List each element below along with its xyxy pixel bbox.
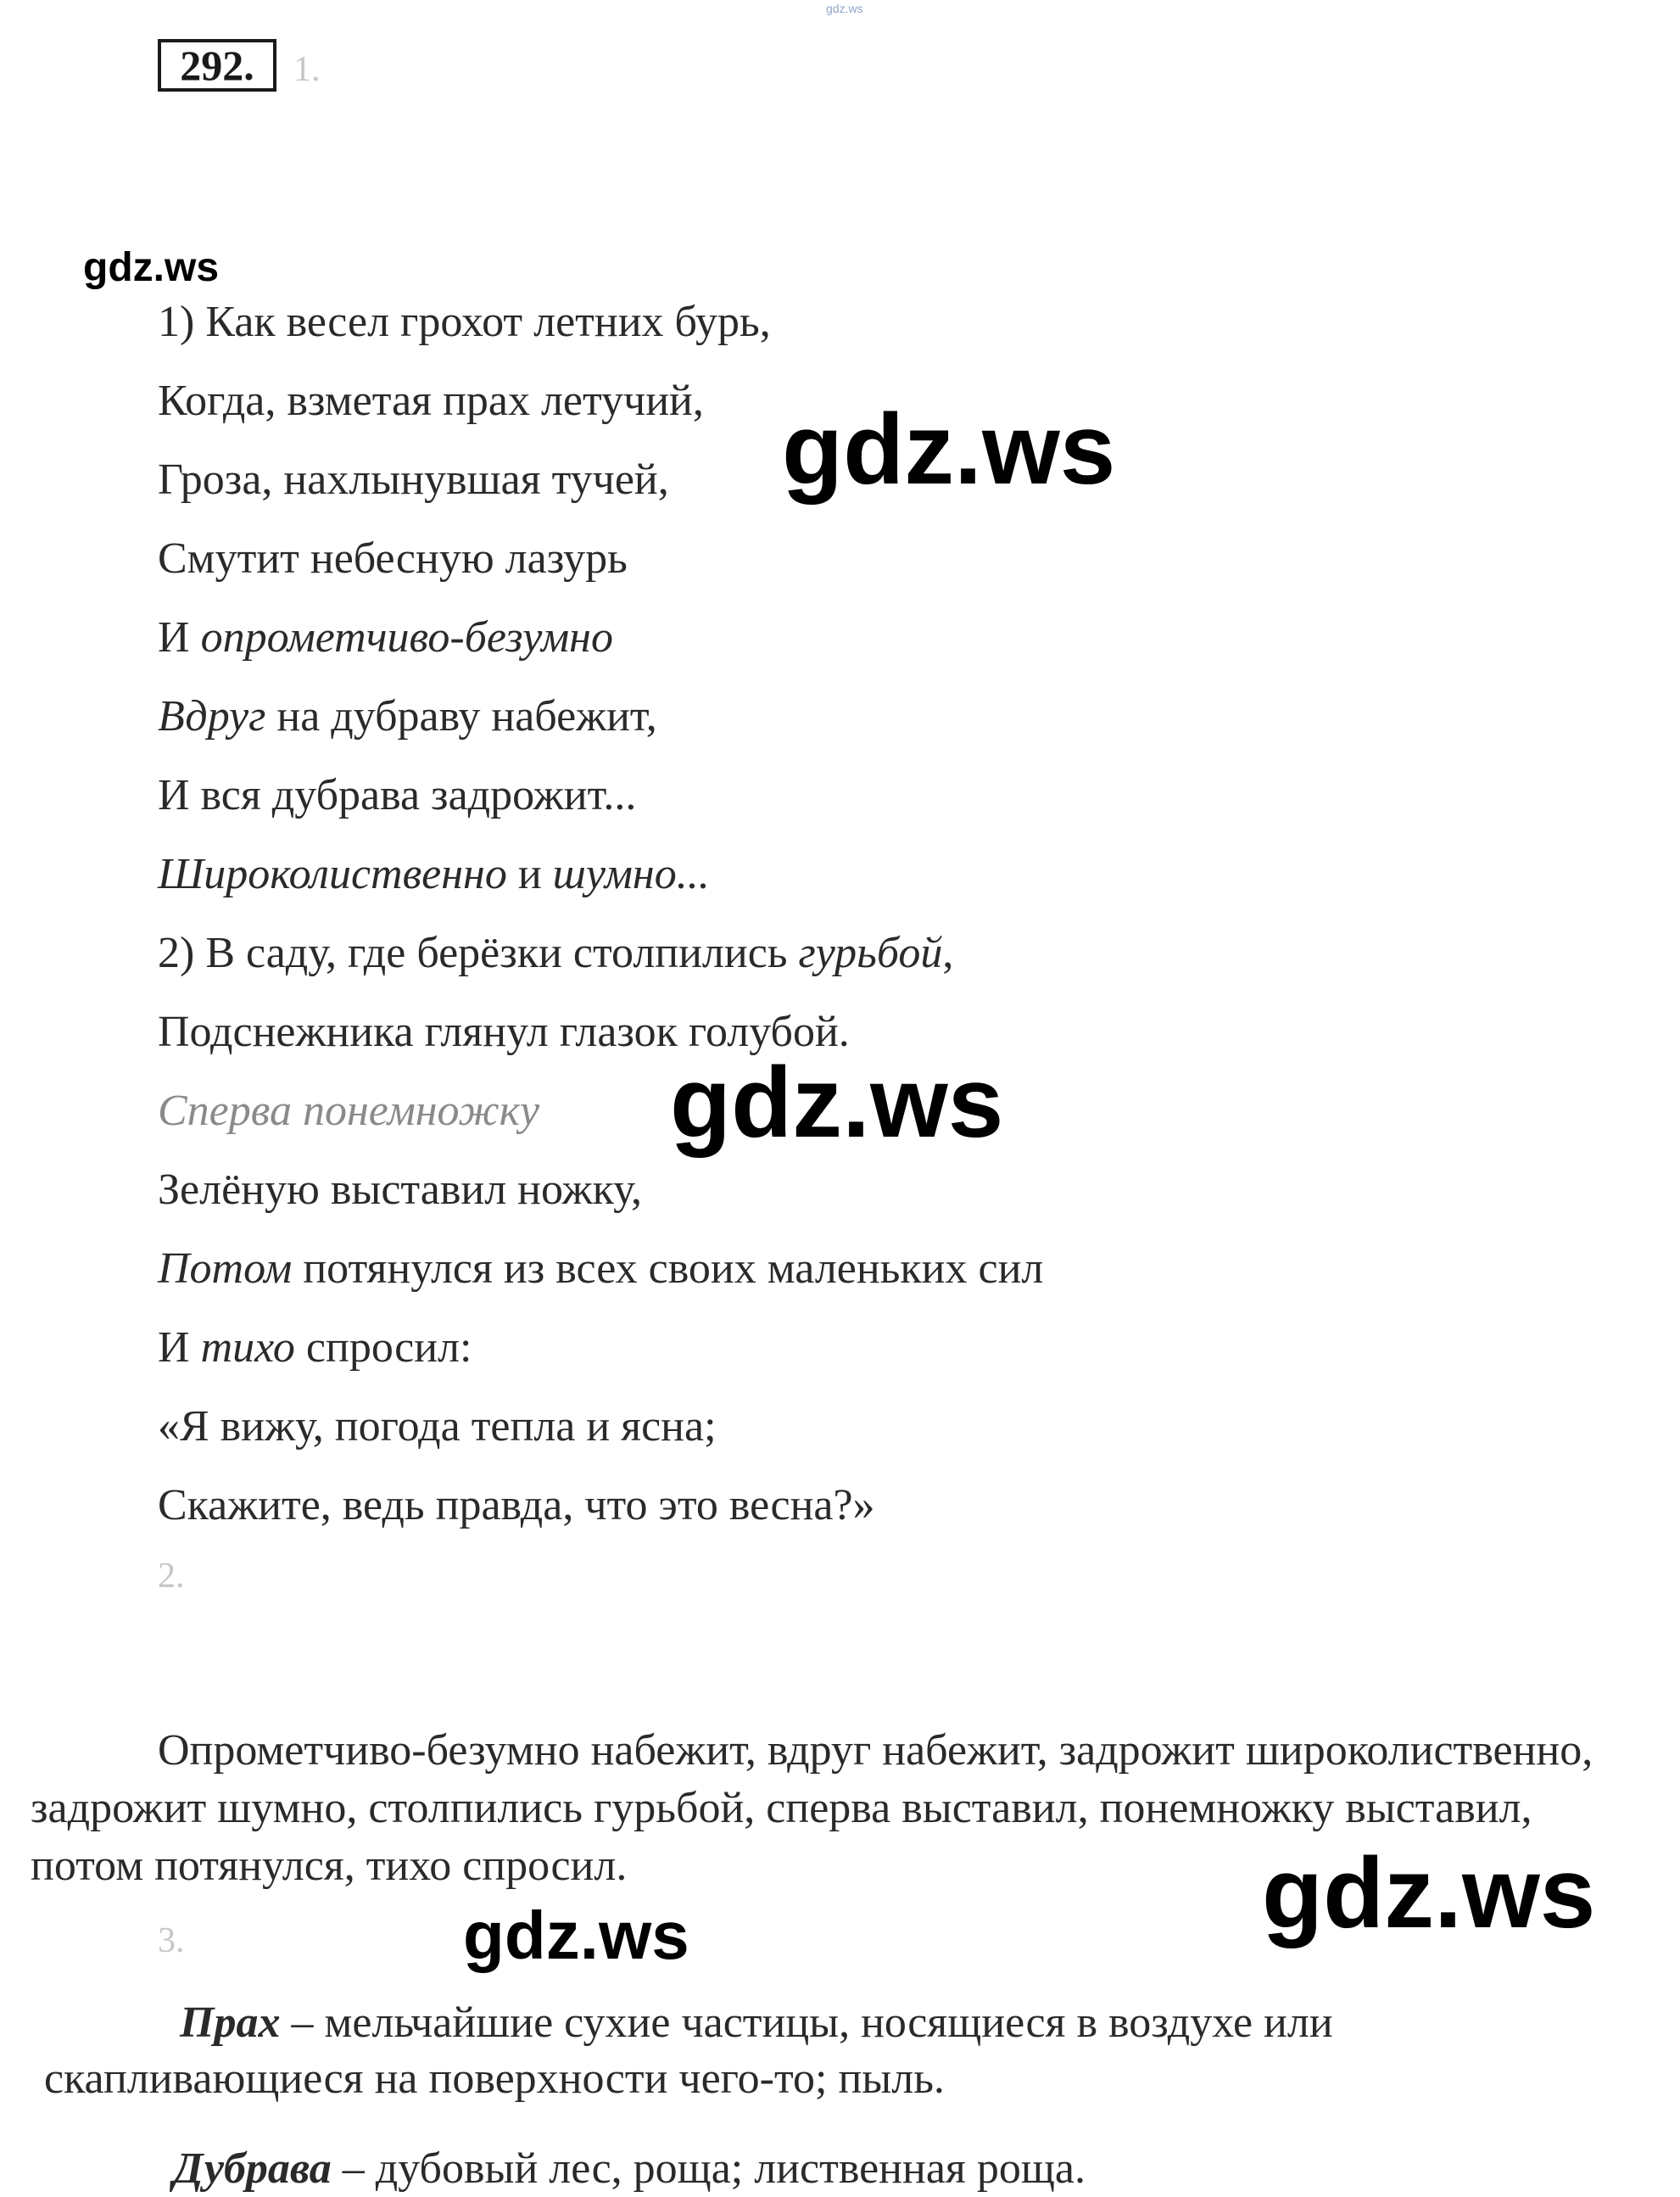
watermark: gdz.ws <box>782 394 1116 506</box>
subtask-1-number: 1. <box>293 50 321 89</box>
poem-line: Зелёную выставил ножку, <box>158 1166 642 1214</box>
watermark-top-left: gdz.ws <box>83 245 220 290</box>
poem-line: Скажите, ведь правда, что это весна?» <box>158 1481 875 1529</box>
subtask-3-number: 3. <box>158 1921 185 1960</box>
answer-paragraph: Опрометчиво-безумно набежит, вдруг набежит, задрожит широколиственно, задрожит шумно, столпились гурьбой, сперва выставил, понемножку выставил, потом потянулся, тихо спросил. <box>31 1726 1593 1890</box>
watermark: gdz.ws <box>1262 1837 1596 1949</box>
definition-prah: Прах – мельчайшие сухие частицы, носящиеся в воздухе или скапливающиеся на поверхности чего-то; пыль. <box>44 1999 1333 2103</box>
poem-line: И тихо спросил: <box>158 1323 472 1372</box>
poem-line: «Я вижу, погода тепла и ясна; <box>158 1402 717 1451</box>
poem-line: 1) Как весел грохот летних бурь, <box>158 298 771 346</box>
poem-line: 2) В саду, где берёзки столпились гурьбой, <box>158 929 954 977</box>
poem-line: Потом потянулся из всех своих маленьких сил <box>158 1244 1044 1293</box>
watermark-small: gdz.ws <box>826 2 863 15</box>
subtask-2-number: 2. <box>158 1557 185 1596</box>
watermark: gdz.ws <box>463 1898 689 1973</box>
poem-line: И опрометчиво-безумно <box>158 613 613 662</box>
task-number: 292. <box>158 39 276 92</box>
watermark: gdz.ws <box>670 1047 1004 1159</box>
poem-line: Гроза, нахлынувшая тучей, <box>158 456 669 504</box>
poem-line: Когда, взметая прах летучий, <box>158 377 704 425</box>
poem-line: Широколиственно и шумно... <box>158 850 710 898</box>
poem-line: Смутит небесную лазурь <box>158 534 628 583</box>
poem-line: И вся дубрава задрожит... <box>158 771 637 819</box>
poem-line: Подснежника глянул глазок голубой. <box>158 1008 850 1056</box>
poem-line: Вдруг на дубраву набежит, <box>158 692 657 741</box>
poem-line: Сперва понемножку <box>158 1087 540 1135</box>
definition-dubrava: Дубрава – дубовый лес, роща; лиственная роща. <box>173 2144 1086 2193</box>
